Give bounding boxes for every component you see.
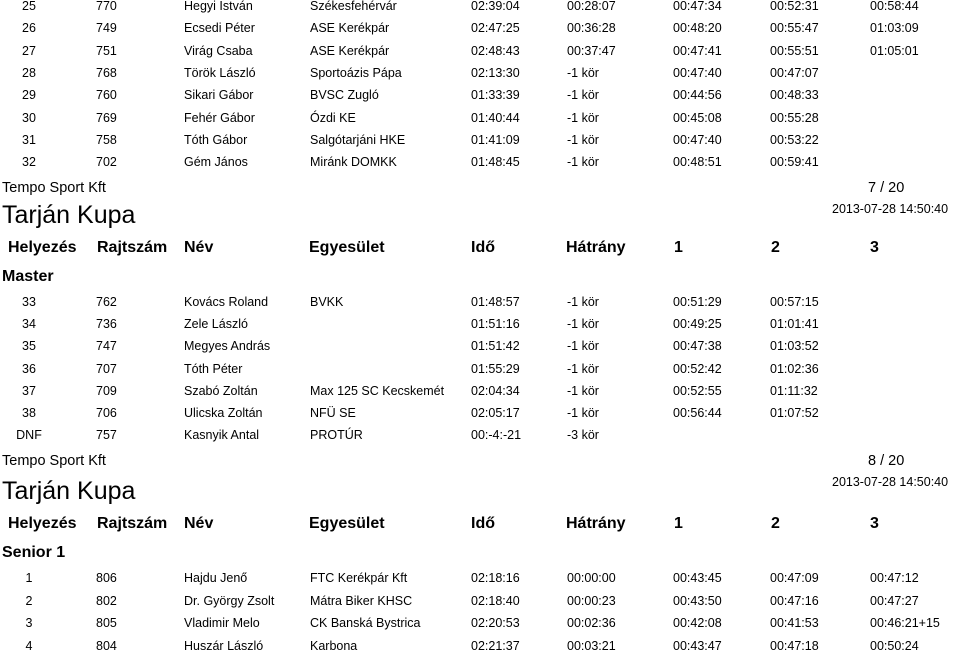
- header-club: Egyesület: [309, 515, 385, 532]
- cell-bib: 770: [96, 0, 117, 13]
- header-lap-2: 2: [771, 239, 780, 256]
- cell-time: 01:33:39: [471, 88, 520, 103]
- category-title: Master: [2, 268, 54, 285]
- cell-bib: 762: [96, 295, 117, 309]
- cell-time: 01:51:42: [471, 339, 520, 354]
- cell-lap-3: 00:46:21+15: [870, 616, 940, 630]
- page-number: 7 / 20: [868, 180, 905, 196]
- cell-name: Dr. György Zsolt: [184, 593, 275, 608]
- cell-lap-3: 01:05:01: [870, 43, 919, 58]
- cell-time: 01:41:09: [471, 132, 520, 147]
- header-lap-2: 2: [771, 515, 780, 532]
- cell-name: Fehér Gábor: [184, 110, 255, 125]
- header-gap: Hátrány: [566, 515, 626, 532]
- cell-name: Ecsedi Péter: [184, 21, 255, 36]
- cell-lap-1: 00:47:40: [673, 132, 722, 147]
- cell-place: 32: [22, 155, 36, 170]
- cell-lap-2: 00:59:41: [770, 155, 819, 170]
- cell-bib: 706: [96, 406, 117, 420]
- cell-bib: 758: [96, 132, 117, 147]
- cell-club: Sportoázis Pápa: [310, 65, 402, 80]
- cell-lap-1: 00:47:41: [673, 43, 722, 58]
- cell-bib: 757: [96, 428, 117, 443]
- cell-gap: 00:00:23: [567, 593, 616, 608]
- page-number: 8 / 20: [868, 453, 905, 469]
- cell-place: 3: [25, 616, 33, 630]
- cell-lap-2: 00:41:53: [770, 616, 819, 630]
- cell-bib: 747: [96, 339, 117, 354]
- cell-gap: -1 kör: [567, 406, 599, 420]
- header-place: Helyezés: [8, 239, 77, 256]
- cell-time: 01:55:29: [471, 361, 520, 376]
- cell-time: 01:48:57: [471, 295, 520, 309]
- cell-club: NFÜ SE: [310, 406, 356, 420]
- cell-gap: -1 kör: [567, 65, 599, 80]
- cell-name: Kovács Roland: [184, 295, 269, 309]
- cell-name: Sikari Gábor: [184, 88, 254, 103]
- cell-place: 28: [22, 65, 36, 80]
- cell-place: 29: [22, 88, 36, 103]
- cell-lap-1: 00:47:38: [673, 339, 722, 354]
- cell-name: Megyes András: [184, 339, 271, 354]
- cell-bib: 751: [96, 43, 117, 58]
- cell-club: CK Banská Bystrica: [310, 616, 421, 630]
- cell-lap-3: 00:47:12: [870, 571, 919, 585]
- cell-name: Török László: [184, 65, 256, 80]
- cell-lap-2: 00:47:18: [770, 638, 819, 653]
- cell-bib: 760: [96, 88, 117, 103]
- cell-gap: 00:02:36: [567, 616, 616, 630]
- cell-lap-1: 00:47:40: [673, 65, 722, 80]
- cell-time: 02:21:37: [471, 638, 520, 653]
- table-row: [0, 129, 959, 151]
- cell-bib: 768: [96, 65, 117, 80]
- cell-lap-1: 00:43:47: [673, 638, 722, 653]
- organizer-name: Tempo Sport Kft: [2, 180, 106, 196]
- cell-place: 30: [22, 110, 36, 125]
- cell-place: 2: [25, 593, 33, 608]
- cell-time: 02:39:04: [471, 0, 520, 13]
- cell-lap-1: 00:48:20: [673, 21, 722, 36]
- table-row: [0, 612, 959, 634]
- print-timestamp: 2013-07-28 14:50:40: [832, 202, 949, 216]
- header-lap-3: 3: [870, 515, 879, 532]
- table-row: [0, 567, 959, 589]
- cell-bib: 709: [96, 383, 117, 398]
- table-row: [0, 424, 959, 446]
- cell-time: 01:51:16: [471, 317, 520, 332]
- cell-club: Miránk DOMKK: [310, 155, 397, 170]
- cell-lap-2: 00:47:16: [770, 593, 819, 608]
- cell-lap-3: 00:47:27: [870, 593, 919, 608]
- cell-name: Tóth Péter: [184, 361, 243, 376]
- cell-lap-2: 01:07:52: [770, 406, 819, 420]
- cell-name: Tóth Gábor: [184, 132, 248, 147]
- header-name: Név: [184, 239, 214, 256]
- table-row: [0, 313, 959, 335]
- cell-bib: 804: [96, 638, 117, 653]
- cell-gap: -1 kör: [567, 110, 599, 125]
- cell-gap: -1 kör: [567, 88, 599, 103]
- category-title: Senior 1: [2, 544, 66, 561]
- cell-club: ASE Kerékpár: [310, 43, 390, 58]
- cell-lap-3: 00:58:44: [870, 0, 919, 13]
- cell-lap-2: 00:55:51: [770, 43, 819, 58]
- cell-time: 02:48:43: [471, 43, 520, 58]
- cell-gap: 00:00:00: [567, 571, 616, 585]
- cell-lap-3: 00:50:24: [870, 638, 919, 653]
- cell-time: 02:20:53: [471, 616, 520, 630]
- cell-club: Karbona: [310, 638, 358, 653]
- table-row: [0, 62, 959, 84]
- cell-place: 27: [22, 43, 36, 58]
- cell-name: Gém János: [184, 155, 248, 170]
- cell-time: 02:04:34: [471, 383, 520, 398]
- column-header-row: [0, 513, 959, 535]
- header-time: Idő: [471, 515, 495, 532]
- cell-club: Max 125 SC Kecskemét: [310, 383, 445, 398]
- cell-lap-1: 00:45:08: [673, 110, 722, 125]
- cell-club: BVSC Zugló: [310, 88, 379, 103]
- header-name: Név: [184, 515, 214, 532]
- cell-name: Hegyi István: [184, 0, 253, 13]
- cell-place: 25: [22, 0, 36, 13]
- cell-bib: 749: [96, 21, 117, 36]
- cell-gap: -1 kör: [567, 339, 599, 354]
- header-lap-1: 1: [674, 515, 683, 532]
- cell-lap-2: 01:01:41: [770, 317, 819, 332]
- header-time: Idő: [471, 239, 495, 256]
- cell-time: 02:47:25: [471, 21, 520, 36]
- cell-lap-2: 00:55:28: [770, 110, 819, 125]
- cell-time: 02:05:17: [471, 406, 520, 420]
- cell-gap: 00:28:07: [567, 0, 616, 13]
- event-title: Tarján Kupa: [2, 477, 136, 505]
- table-row: [0, 402, 959, 424]
- cell-place: 1: [25, 571, 33, 585]
- header-club: Egyesület: [309, 239, 385, 256]
- cell-gap: -3 kör: [567, 428, 599, 443]
- cell-gap: 00:03:21: [567, 638, 616, 653]
- cell-time: 01:48:45: [471, 155, 520, 170]
- cell-lap-2: 00:47:07: [770, 65, 819, 80]
- cell-place: 38: [22, 406, 36, 420]
- cell-place: 26: [22, 21, 36, 36]
- cell-lap-1: 00:47:34: [673, 0, 722, 13]
- cell-bib: 769: [96, 110, 117, 125]
- cell-lap-1: 00:43:50: [673, 593, 722, 608]
- header-gap: Hátrány: [566, 239, 626, 256]
- cell-gap: -1 kör: [567, 383, 599, 398]
- cell-lap-1: 00:44:56: [673, 88, 722, 103]
- cell-lap-1: 00:51:29: [673, 295, 722, 309]
- column-header-row: [0, 237, 959, 259]
- table-row: [0, 335, 959, 357]
- header-bib: Rajtszám: [97, 239, 168, 256]
- cell-lap-2: 00:52:31: [770, 0, 819, 13]
- cell-lap-1: 00:56:44: [673, 406, 722, 420]
- table-row: [0, 358, 959, 380]
- cell-lap-1: 00:49:25: [673, 317, 722, 332]
- table-row: [0, 107, 959, 129]
- cell-lap-1: 00:42:08: [673, 616, 722, 630]
- cell-lap-2: 00:55:47: [770, 21, 819, 36]
- cell-lap-3: 01:03:09: [870, 21, 919, 36]
- cell-place: DNF: [16, 428, 42, 443]
- cell-gap: 00:36:28: [567, 21, 616, 36]
- cell-place: 36: [22, 361, 36, 376]
- cell-lap-1: 00:43:45: [673, 571, 722, 585]
- cell-club: FTC Kerékpár Kft: [310, 571, 408, 585]
- cell-lap-2: 00:47:09: [770, 571, 819, 585]
- cell-name: Virág Csaba: [184, 43, 253, 58]
- cell-bib: 805: [96, 616, 117, 630]
- cell-bib: 802: [96, 593, 117, 608]
- table-row: [0, 84, 959, 106]
- cell-gap: -1 kör: [567, 155, 599, 170]
- cell-time: 02:18:16: [471, 571, 520, 585]
- cell-lap-2: 00:57:15: [770, 295, 819, 309]
- cell-gap: -1 kör: [567, 317, 599, 332]
- cell-club: PROTÚR: [310, 428, 363, 443]
- organizer-name: Tempo Sport Kft: [2, 453, 106, 469]
- cell-lap-2: 01:11:32: [770, 383, 818, 398]
- cell-bib: 702: [96, 155, 117, 170]
- table-row: [0, 380, 959, 402]
- cell-club: ASE Kerékpár: [310, 21, 390, 36]
- cell-bib: 806: [96, 571, 117, 585]
- cell-name: Kasnyik Antal: [184, 428, 260, 443]
- cell-place: 37: [22, 383, 36, 398]
- cell-name: Vladimir Melo: [184, 616, 260, 630]
- cell-lap-2: 00:48:33: [770, 88, 819, 103]
- cell-lap-2: 01:03:52: [770, 339, 819, 354]
- cell-club: Székesfehérvár: [310, 0, 397, 13]
- cell-place: 35: [22, 339, 36, 354]
- header-bib: Rajtszám: [97, 515, 168, 532]
- cell-place: 4: [25, 638, 33, 653]
- table-row: [0, 590, 959, 612]
- table-row: [0, 635, 959, 657]
- cell-time: 02:18:40: [471, 593, 520, 608]
- header-place: Helyezés: [8, 515, 77, 532]
- cell-gap: -1 kör: [567, 361, 599, 376]
- table-row: [0, 40, 959, 62]
- header-lap-1: 1: [674, 239, 683, 256]
- table-row: [0, 0, 959, 17]
- cell-name: Huszár László: [184, 638, 264, 653]
- cell-gap: -1 kör: [567, 295, 599, 309]
- cell-lap-1: 00:48:51: [673, 155, 722, 170]
- cell-place: 31: [22, 132, 36, 147]
- cell-lap-2: 00:53:22: [770, 132, 819, 147]
- table-row: [0, 17, 959, 39]
- cell-place: 33: [22, 295, 36, 309]
- cell-bib: 707: [96, 361, 117, 376]
- cell-time: 00:-4:-21: [471, 428, 522, 443]
- cell-name: Hajdu Jenő: [184, 571, 248, 585]
- cell-name: Ulicska Zoltán: [184, 406, 263, 420]
- header-lap-3: 3: [870, 239, 879, 256]
- cell-name: Szabó Zoltán: [184, 383, 258, 398]
- cell-lap-1: 00:52:55: [673, 383, 722, 398]
- cell-club: BVKK: [310, 295, 344, 309]
- event-title: Tarján Kupa: [2, 201, 136, 229]
- cell-place: 34: [22, 317, 36, 332]
- cell-lap-1: 00:52:42: [673, 361, 722, 376]
- table-row: [0, 291, 959, 313]
- table-row: [0, 151, 959, 173]
- cell-time: 01:40:44: [471, 110, 520, 125]
- cell-club: Ózdi KE: [310, 110, 356, 125]
- cell-gap: 00:37:47: [567, 43, 616, 58]
- cell-club: Salgótarjáni HKE: [310, 132, 406, 147]
- cell-time: 02:13:30: [471, 65, 520, 80]
- cell-bib: 736: [96, 317, 117, 332]
- cell-name: Zele László: [184, 317, 248, 332]
- cell-lap-2: 01:02:36: [770, 361, 819, 376]
- print-timestamp: 2013-07-28 14:50:40: [832, 475, 949, 489]
- cell-club: Mátra Biker KHSC: [310, 593, 413, 608]
- cell-gap: -1 kör: [567, 132, 599, 147]
